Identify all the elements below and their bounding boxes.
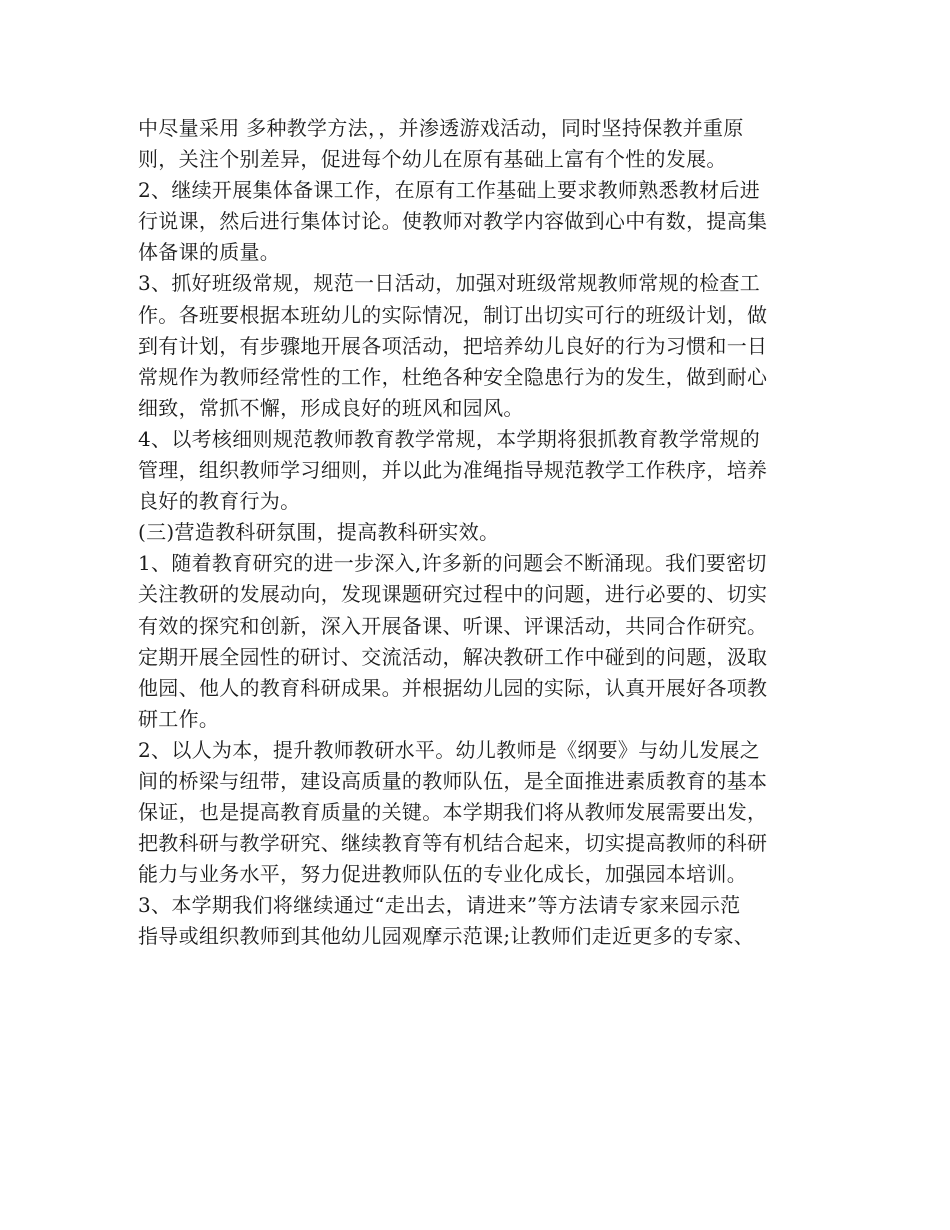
text-line: 保证，也是提高教育质量的关键。本学期我们将从教师发展需要出发， <box>138 800 768 825</box>
text-line: 到有计划，有步骤地开展各项活动，把培养幼儿良好的行为习惯和一日 <box>138 333 768 358</box>
text-line: 良好的教育行为。 <box>138 489 301 514</box>
text-line: 常规作为教师经常性的工作，杜绝各种安全隐患行为的发生，做到耐心 <box>138 364 768 389</box>
document-body <box>138 113 818 953</box>
text-line: 指导或组织教师到其他幼儿园观摩示范课;让教师们走近更多的专家、 <box>138 924 755 949</box>
text-line: 1、随着教育研究的进一步深入,许多新的问题会不断涌现。我们要密切 <box>138 551 767 576</box>
text-line: 作。各班要根据本班幼儿的实际情况，制订出切实可行的班级计划，做 <box>138 302 768 327</box>
text-line: 4、以考核细则规范教师教育教学常规，本学期将狠抓教育教学常规的 <box>138 426 761 451</box>
text-line: 2、继续开展集体备课工作，在原有工作基础上要求教师熟悉教材后进 <box>138 178 761 203</box>
text-line: 关注教研的发展动向，发现课题研究过程中的问题，进行必要的、切实 <box>138 582 768 607</box>
text-line: 间的桥梁与纽带，建设高质量的教师队伍，是全面推进素质教育的基本 <box>138 768 768 793</box>
text-line: 体备课的质量。 <box>138 240 281 265</box>
section-heading: (三)营造教科研氛围，提高教科研实效。 <box>138 520 500 545</box>
text-line: 3、本学期我们将继续通过“走出去，请进来”等方法请专家来园示范 <box>138 893 741 918</box>
text-line: 管理，组织教师学习细则，并以此为准绳指导规范教学工作秩序，培养 <box>138 458 768 483</box>
text-line: 3、抓好班级常规，规范一日活动，加强对班级常规教师常规的检查工 <box>138 271 761 296</box>
text-line: 2、以人为本，提升教师教研水平。幼儿教师是《纲要》与幼儿发展之 <box>138 737 761 762</box>
text-line: 他园、他人的教育科研成果。并根据幼儿园的实际，认真开展好各项教 <box>138 675 768 700</box>
text-line: 细致，常抓不懈，形成良好的班风和园风。 <box>138 395 524 420</box>
text-line: 能力与业务水平，努力促进教师队伍的专业化成长，加强园本培训。 <box>138 862 747 887</box>
text-line: 把教科研与教学研究、继续教育等有机结合起来，切实提高教师的科研 <box>138 831 768 856</box>
text-line: 定期开展全园性的研讨、交流活动，解决教研工作中碰到的问题，汲取 <box>138 644 768 669</box>
text-line: 研工作。 <box>138 706 220 731</box>
text-line: 有效的探究和创新，深入开展备课、听课、评课活动，共同合作研究。 <box>138 613 768 638</box>
text-line: 中尽量采用 多种教学方法，，并渗透游戏活动，同时坚持保教并重原 <box>138 116 744 140</box>
text-line: 则，关注个别差异，促进每个幼儿在原有基础上富有个性的发展。 <box>138 147 727 172</box>
text-line: 行说课，然后进行集体讨论。使教师对教学内容做到心中有数，提高集 <box>138 209 768 234</box>
